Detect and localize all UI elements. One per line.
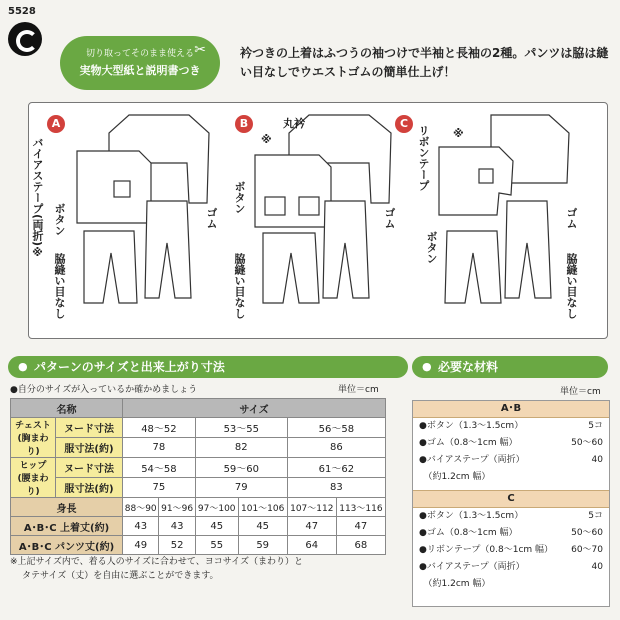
material-amount: 5コ <box>588 511 603 521</box>
variant-b-elastic-label: ゴム <box>383 207 396 229</box>
variant-b-badge: B <box>235 115 253 133</box>
materials-title: ● 必要な材料 <box>412 356 608 378</box>
material-item <box>413 469 609 486</box>
pants-length-1: 49 <box>123 536 159 555</box>
pants-length-label: A･B･C パンツ丈(約) <box>11 536 123 555</box>
hip-nude-1: 54〜58 <box>123 458 196 478</box>
top-length-5: 47 <box>287 517 336 536</box>
variant-a-bias-label: バイアステープ(両折)※ <box>31 137 44 260</box>
pants-length-2: 52 <box>159 536 195 555</box>
size-footnote-1: ※上記サイズ内で、着る人のサイズに合わせて、ヨコサイズ（まわり）と <box>10 557 304 567</box>
materials-ab-list <box>413 418 609 486</box>
hip-garment-2: 79 <box>195 478 287 498</box>
tag-line1: 切り取ってそのまま使える <box>85 49 194 59</box>
size-footnote-2: タテサイズ（丈）を自由に選ぶことができます。 <box>22 571 219 581</box>
material-item <box>413 508 609 525</box>
hip-garment-3: 83 <box>287 478 385 498</box>
material-amount: 40 <box>591 455 603 465</box>
material-amount: 5コ <box>588 421 603 431</box>
height-6: 113〜116 <box>336 498 385 517</box>
materials-c-list <box>413 508 609 593</box>
material-item <box>413 542 609 559</box>
material-amount: 50〜60 <box>571 528 603 538</box>
material-amount: 40 <box>591 562 603 572</box>
product-code: 5528 <box>8 6 36 17</box>
height-1: 88〜90 <box>123 498 159 517</box>
height-label: 身長 <box>11 498 123 517</box>
variant-b-side-label: 脇縫い目なし <box>233 253 246 319</box>
variant-a-badge: A <box>47 115 65 133</box>
materials-box <box>412 400 610 607</box>
scissors-icon: ✂ <box>194 42 206 58</box>
materials-unit: 単位＝cm <box>560 387 601 397</box>
material-item <box>413 525 609 542</box>
chest-nude-1: 48〜52 <box>123 418 196 438</box>
material-item <box>413 576 609 593</box>
variant-a-button-label: ボタン <box>53 203 66 236</box>
material-amount: 50〜60 <box>571 438 603 448</box>
variant-c-elastic-label: ゴム <box>565 207 578 229</box>
materials-ab-header: A･B <box>413 401 609 418</box>
material-name: ●ボタン（1.3〜1.5cm） <box>419 421 524 431</box>
material-name: ●ゴム（0.8〜1cm 幅） <box>419 438 518 448</box>
pants-length-4: 59 <box>238 536 287 555</box>
size-header: サイズ <box>123 399 386 418</box>
material-name: ●ゴム（0.8〜1cm 幅） <box>419 528 518 538</box>
variant-c-button-label: ボタン <box>425 231 438 264</box>
illustration-panel <box>28 102 608 339</box>
material-name: （約1.2cm 幅） <box>419 579 491 589</box>
tag-line2: 実物大型紙と説明書つき <box>79 64 201 77</box>
size-section-title: ● パターンのサイズと出来上がり寸法 <box>8 356 408 378</box>
variant-a-elastic-label: ゴム <box>205 207 218 229</box>
top-length-1: 43 <box>123 517 159 536</box>
hip-garment-1: 75 <box>123 478 196 498</box>
chest-nude-3: 56〜58 <box>287 418 385 438</box>
material-item <box>413 559 609 576</box>
hip-garment-label: 服寸法(約) <box>56 478 123 498</box>
variant-b-button-label: ボタン <box>233 181 246 214</box>
top-length-6: 47 <box>336 517 385 536</box>
size-note: ●自分のサイズが入っているか確かめましょう <box>10 385 198 395</box>
chest-nude-2: 53〜55 <box>195 418 287 438</box>
height-5: 107〜112 <box>287 498 336 517</box>
chest-garment-2: 82 <box>195 438 287 458</box>
top-length-2: 43 <box>159 517 195 536</box>
size-unit: 単位＝cm <box>338 385 379 395</box>
material-name: ●リボンテープ（0.8〜1cm 幅） <box>419 545 554 555</box>
material-item <box>413 418 609 435</box>
height-2: 91〜96 <box>159 498 195 517</box>
variant-a-side-label: 脇縫い目なし <box>53 253 66 319</box>
brand-logo <box>8 22 42 56</box>
pants-length-5: 64 <box>287 536 336 555</box>
top-length-3: 45 <box>195 517 238 536</box>
material-name: ●ボタン（1.3〜1.5cm） <box>419 511 524 521</box>
hip-nude-2: 59〜60 <box>195 458 287 478</box>
height-4: 101〜106 <box>238 498 287 517</box>
chest-nude-label: ヌード寸法 <box>56 418 123 438</box>
top-length-label: A･B･C 上着丈(約) <box>11 517 123 536</box>
material-name: ●バイアステープ（両折） <box>419 562 525 572</box>
variant-b-mark: ※ <box>261 133 272 146</box>
materials-c-header: C <box>413 490 609 508</box>
hip-nude-label: ヌード寸法 <box>56 458 123 478</box>
hip-nude-3: 61〜62 <box>287 458 385 478</box>
variant-c-badge: C <box>395 115 413 133</box>
height-3: 97〜100 <box>195 498 238 517</box>
product-description: 衿つきの上着はふつうの袖つけで半袖と長袖の2種。パンツは脇は縫い目なしでウエストゴムの簡単仕上げ！ <box>240 46 609 79</box>
variant-c-ribbon-label: リボンテープ <box>417 125 430 191</box>
material-amount: 60〜70 <box>571 545 603 555</box>
pattern-tag <box>60 36 220 90</box>
chest-label: チェスト (胸まわり) <box>11 418 56 458</box>
name-header: 名称 <box>11 399 123 418</box>
pants-length-6: 68 <box>336 536 385 555</box>
chest-garment-3: 86 <box>287 438 385 458</box>
chest-garment-1: 78 <box>123 438 196 458</box>
material-name: （約1.2cm 幅） <box>419 472 491 482</box>
hip-label: ヒップ (腰まわり) <box>11 458 56 498</box>
variant-c-mark: ※ <box>453 127 464 140</box>
garment-drawings <box>29 103 607 338</box>
variant-c-side-label: 脇縫い目なし <box>565 253 578 319</box>
material-item <box>413 435 609 452</box>
pants-length-3: 55 <box>195 536 238 555</box>
top-length-4: 45 <box>238 517 287 536</box>
variant-b-collar-label: 丸衿 <box>283 117 305 130</box>
material-name: ●バイアステープ（両折） <box>419 455 525 465</box>
size-table <box>10 398 386 555</box>
material-item <box>413 452 609 469</box>
chest-garment-label: 服寸法(約) <box>56 438 123 458</box>
